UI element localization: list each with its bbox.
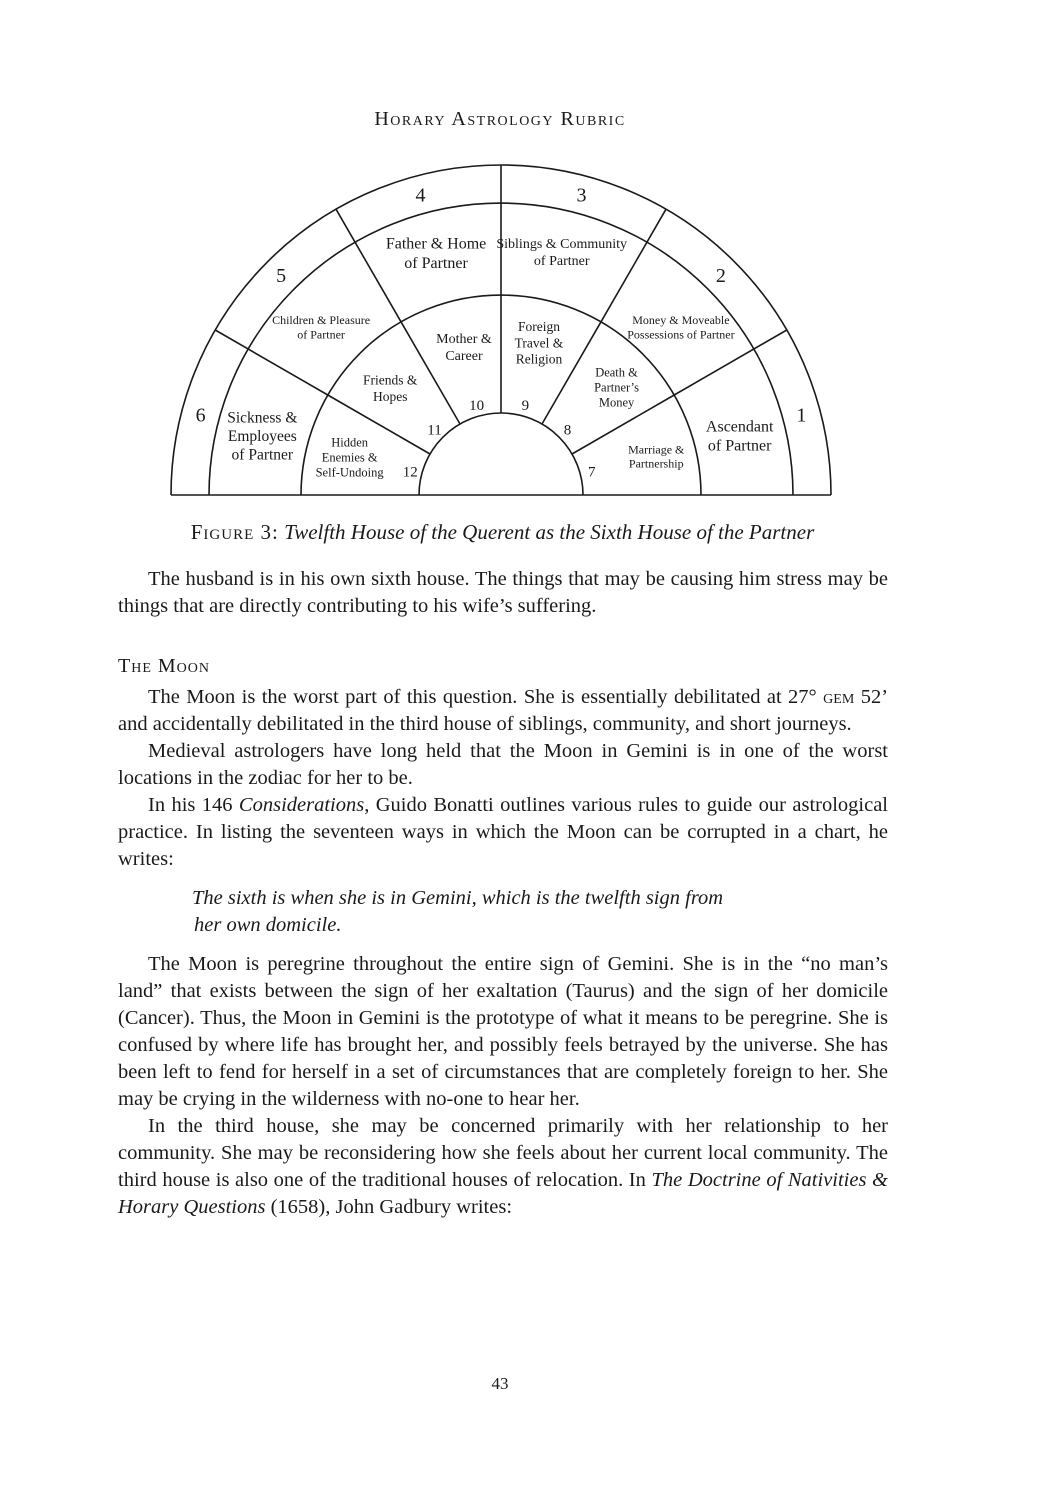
inner-house-label-11 — [363, 373, 418, 404]
inner-house-label-12-line: Enemies & — [321, 450, 378, 465]
inner-house-number-11: 11 — [427, 422, 442, 439]
paragraph-2 — [118, 684, 888, 738]
inner-house-label-7-line: Marriage & — [628, 442, 685, 457]
outer-house-label-4 — [386, 236, 486, 272]
considerations-title: Considerations — [238, 794, 365, 816]
inner-house-label-9-line: Religion — [515, 351, 563, 367]
inner-house-label-8-line: Death & — [595, 365, 638, 380]
inner-house-label-8-line: Money — [598, 395, 635, 410]
paragraph-6 — [118, 1113, 888, 1221]
paragraph-4-start: In his 146 — [148, 794, 239, 816]
outer-house-number-6: 6 — [195, 404, 206, 427]
outer-house-label-3 — [496, 237, 627, 269]
outer-house-label-6-line: of Partner — [231, 446, 294, 464]
outer-house-number-5: 5 — [276, 265, 287, 288]
inner-house-label-9 — [515, 319, 564, 366]
paragraph-2-start: The Moon is the worst part of this question. She is essentially debilitated at 27° — [148, 686, 817, 708]
outer-house-label-6-line: Employees — [227, 427, 297, 445]
inner-house-label-7 — [628, 442, 685, 470]
figure-caption — [0, 520, 1005, 545]
inner-house-label-10-line: Mother & — [436, 332, 492, 348]
paragraph-husband — [118, 566, 888, 620]
house-wheel-diagram — [165, 160, 845, 505]
paragraph-4 — [118, 792, 888, 873]
inner-house-number-10: 10 — [469, 398, 485, 415]
paragraph-1: The husband is in his own sixth house. The things that may be causing him stress may be things that are directly contributing to his wife’s suffering. — [118, 568, 888, 617]
sign-abbrev: gem — [823, 686, 855, 708]
doctrine-title: The Doctrine of Nativities & Horary Questions — [118, 1169, 888, 1218]
outer-house-number-4: 4 — [415, 184, 426, 207]
inner-house-label-12 — [316, 436, 385, 480]
outer-house-label-6 — [227, 409, 297, 463]
outer-house-label-2-line: Money & Moveable — [632, 313, 730, 328]
inner-house-label-7-line: Partnership — [628, 456, 684, 471]
outer-spoke — [336, 209, 401, 322]
running-head: Horary Astrology Rubric — [374, 108, 626, 130]
outer-house-label-3-line: Siblings & Community — [496, 236, 628, 252]
figure-label: Figure 3: — [190, 520, 279, 544]
inner-house-label-11-line: Friends & — [363, 372, 418, 388]
figure-title: Twelfth House of the Querent as the Sixth House of the Partner — [284, 520, 815, 544]
outer-house-label-4-line: Father & Home — [385, 235, 487, 253]
quote-line-1: The sixth is when she is in Gemini, which is the twelfth sign from — [192, 887, 724, 909]
paragraph-3: Medieval astrologers have long held that the Moon in Gemini is in one of the worst locations in the zodiac for her to be. — [118, 740, 888, 789]
inner-house-label-8 — [594, 366, 639, 410]
inner-house-number-9: 9 — [521, 398, 530, 415]
outer-house-label-1-line: Ascendant — [705, 418, 774, 436]
moon-section — [118, 641, 888, 1221]
paragraph-5: The Moon is peregrine throughout the entire sign of Gemini. She is in the “no man’s land” that exists between the sign of her exaltation (Taurus) and the sign of her domicile (Cancer). Thus, the Moon in Gemini is the prototype of what it means to be peregrine. She is confused by where life has brought her, and possibly feels betrayed by the universe. She has been left to fend for herself in a set of circumstances that are completely foreign to her. She may be crying in the wilderness with no-one to hear her. — [118, 953, 888, 1110]
section-heading: The Moon — [118, 655, 210, 677]
inner-house-label-10-line: Career — [445, 348, 483, 364]
paragraph-2-end: 52’ and accidentally debilitated in the third house of siblings, community, and short journeys. — [118, 686, 889, 735]
inner-house-label-12-line: Hidden — [331, 435, 369, 450]
inner-house-label-9-line: Travel & — [514, 335, 564, 351]
outer-house-label-4-line: of Partner — [404, 254, 468, 272]
page-number: 43 — [491, 1374, 509, 1393]
bonatti-quote — [192, 885, 832, 939]
outer-house-label-3-line: of Partner — [533, 253, 590, 269]
outer-house-label-1-line: of Partner — [707, 437, 772, 455]
paragraph-6-start: In the third house, she may be concerned primarily with her relationship to her community. She may be reconsidering how she feels about her current local community. The third house is also one of the traditional houses of relocation. In — [118, 1115, 888, 1191]
outer-house-label-5-line: Children & Pleasure — [272, 313, 371, 328]
inner-house-label-10 — [436, 332, 492, 364]
outer-house-label-1 — [706, 418, 774, 454]
paragraph-6-end: (1658), John Gadbury writes: — [265, 1196, 513, 1218]
inner-house-number-7: 7 — [588, 464, 596, 481]
outer-house-label-5-line: of Partner — [297, 327, 345, 342]
outer-house-number-3: 3 — [576, 184, 587, 207]
outer-house-label-5 — [272, 313, 370, 341]
outer-house-number-2: 2 — [715, 265, 726, 288]
inner-house-label-12-line: Self-Undoing — [315, 465, 384, 480]
inner-house-number-8: 8 — [563, 422, 572, 439]
outer-house-label-2 — [627, 313, 734, 341]
outer-house-number-1: 1 — [796, 404, 807, 427]
quote-line-2: her own domicile. — [194, 914, 342, 936]
inner-house-number-12: 12 — [402, 464, 418, 481]
outer-spoke — [601, 209, 666, 322]
inner-house-label-11-line: Hopes — [372, 388, 408, 404]
inner-house-label-8-line: Partner’s — [594, 380, 640, 395]
paragraph-4-end: , Guido Bonatti outlines various rules to guide our astrological practice. In listing the seventeen ways in which the Moon can be corrupted in a chart, he writes: — [118, 794, 889, 870]
outer-house-label-6-line: Sickness & — [227, 409, 298, 427]
inner-house-label-9-line: Foreign — [517, 319, 560, 335]
wheel-ring-4 — [419, 413, 583, 495]
outer-house-label-2-line: Possessions of Partner — [627, 327, 735, 342]
